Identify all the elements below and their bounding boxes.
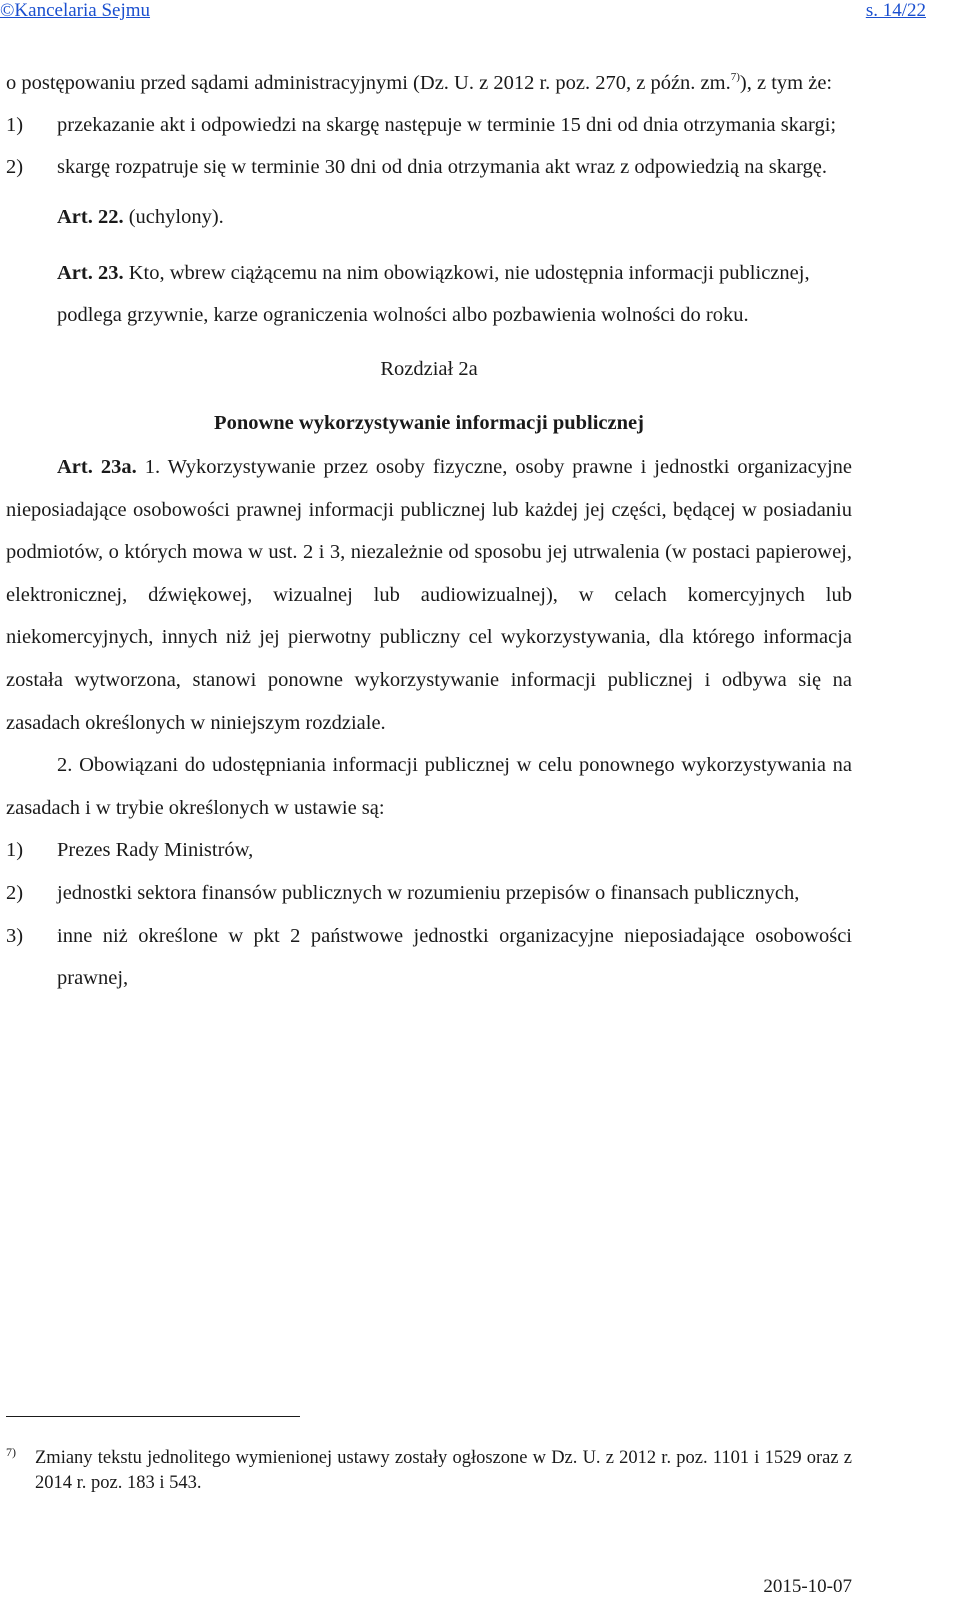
intro-text-a: o postępowaniu przed sądami administracyjnymi (Dz. U. z 2012 r. poz. 270, z późn. zm. (6, 72, 731, 94)
list-conditions (6, 104, 852, 188)
list-item-text: inne niż określone w pkt 2 państwowe jednostki organizacyjne nieposiadające osobowości prawnej, (57, 924, 852, 990)
chapter-number: Rozdział 2a (380, 358, 478, 380)
chapter-title: Ponowne wykorzystywanie informacji publicznej (214, 412, 644, 434)
list-obligated-entities (6, 829, 852, 999)
footnote-reference[interactable]: 7) (730, 71, 740, 83)
article-23a-p1-text: Wykorzystywanie przez osoby fizyczne, osoby prawne i jednostki organizacyjne nieposiadające osobowości prawnej informacji publicznej lub każdej jej części, będącej w posiadaniu podmiotów, o których mowa w ust. 2 i 3, niezależnie od sposobu jej utrwalenia (w postaci papierowej, elektronicznej, dźwiękowej, wizualnej lub audiowizualnej), w celach komercyjnych lub niekomercyjnych, innych niż jej pierwotny publiczny cel wykorzystywania, dla którego informacja została wytworzona, stanowi ponowne wykorzystywanie informacji publicznej i odbywa się na zasadach określonych w niniejszym rozdziale. (6, 456, 852, 734)
list-item-text: skargę rozpatruje się w terminie 30 dni od dnia otrzymania akt wraz z odpowiedzią na skargę. (57, 156, 828, 178)
document-date: 2015-10-07 (763, 1576, 852, 1597)
page-header (0, 0, 960, 28)
article-23a-paragraph-2: 2. Obowiązani do udostępniania informacji publicznej w celu ponownego wykorzystywania na zasadach i w trybie określonych w ustawie są: (6, 754, 852, 819)
article-23-text: Kto, wbrew ciążącemu na nim obowiązkowi, nie udostępnia informacji publicznej, (128, 262, 810, 284)
article-23-sub: podlega grzywnie, karze ograniczenia wolności albo pozbawienia wolności do roku. (57, 304, 749, 326)
list-item (6, 104, 852, 146)
source-link[interactable]: ©Kancelaria Sejmu (0, 0, 151, 21)
article-22-text: (uchylony). (128, 206, 224, 228)
list-item-number: 2) (6, 156, 24, 178)
list-item (6, 146, 852, 188)
page-number-link[interactable]: s. 14/22 (865, 0, 926, 21)
list-item-text: Prezes Rady Ministrów, (57, 839, 254, 862)
article-22-label: Art. 22. (57, 206, 124, 228)
list-item-number: 1) (6, 114, 24, 136)
article-23-label: Art. 23. (57, 262, 124, 284)
footnote-text: Zmiany tekstu jednolitego wymienionej ustawy zostały ogłoszone w Dz. U. z 2012 r. poz. 1101 i 1529 oraz z 2014 r. poz. 183 i 543. (35, 1448, 852, 1493)
footnote-mark: 7) (6, 1445, 16, 1459)
article-22 (6, 196, 852, 238)
document-body (6, 62, 852, 1000)
list-item (6, 829, 852, 872)
list-item-text: przekazanie akt i odpowiedzi na skargę następuje w terminie 15 dni od dnia otrzymania skargi; (57, 114, 837, 136)
article-23a-p1-number: 1. (144, 456, 161, 478)
list-item-number: 3) (6, 924, 24, 947)
intro-text-b: ), z tym że: (739, 72, 833, 94)
list-item-text: jednostki sektora finansów publicznych w rozumieniu przepisów o finansach publicznych, (57, 881, 800, 904)
list-item (6, 872, 852, 915)
article-23a-paragraph-1 (6, 446, 852, 744)
intro-paragraph (6, 62, 852, 104)
article-23 (6, 252, 852, 294)
article-23a-label: Art. 23a. (57, 456, 137, 478)
footnote (6, 1446, 852, 1496)
footnote-divider (6, 1416, 300, 1417)
list-item-number: 2) (6, 881, 24, 904)
list-item-number: 1) (6, 839, 24, 862)
list-item (6, 915, 852, 1000)
